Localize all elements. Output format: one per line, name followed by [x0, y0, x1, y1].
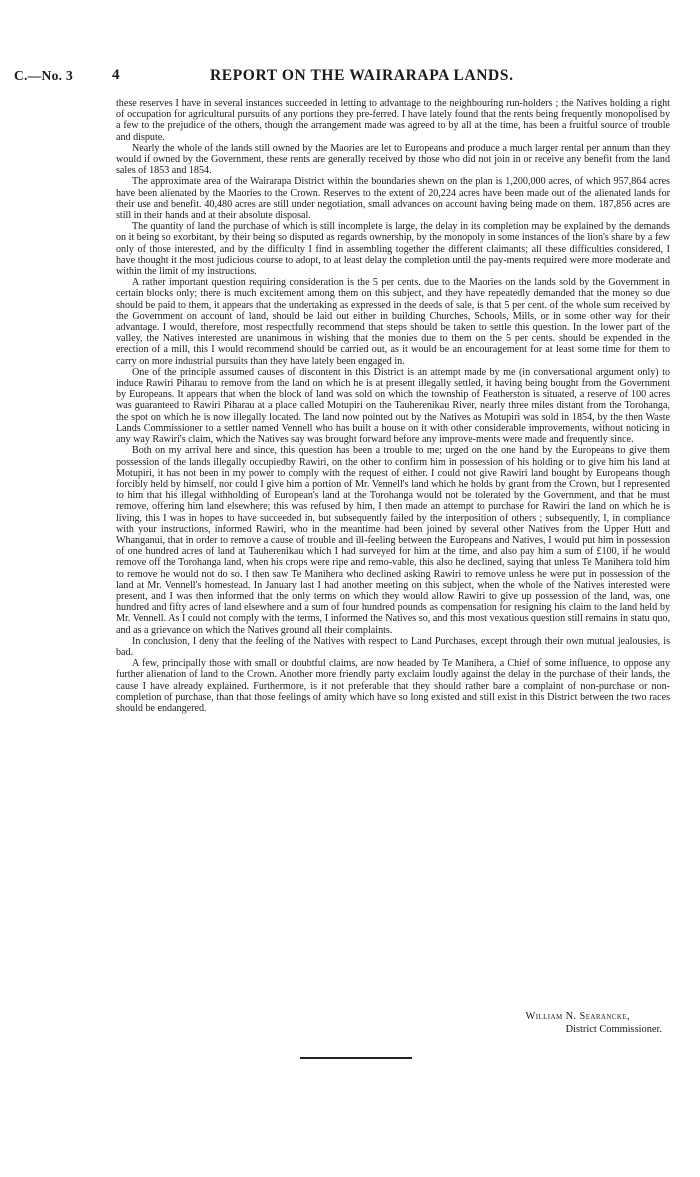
paragraph: Nearly the whole of the lands still owned by the Maories are let to Europeans and produce a much larger rental per annum than they would if owned by the Government, these rents are generally received by those who did not join in or receive any benefit from the land sales of 1853 and 1854. — [116, 142, 670, 177]
paragraph: A rather important question requiring consideration is the 5 per cents. due to the Maories on the lands sold by the Government in certain blocks only; there is much excitement among them on this subject, and they have repeatedly demanded that the money so due should be paid to them, it appears that the undertaking as expressed in the deeds of sale, is that 5 per cent. of the whole sum received by the Government on account of land, should be laid out either in building Churches, Schools, Mills, or in some other way for their advantage. I would, therefore, most respectfully recommend that steps should be taken to settle this question. In the lower part of the valley, the Natives interested are unanimous in wishing that the monies due to them on the 5 per cents. should be expended in the erection of a mill, this I would recommend should be carried out, as it would be an encouragement for at least some time for them to carry on more industrial pursuits than they have lately been engaged in. — [116, 277, 670, 367]
paragraph: Both on my arrival here and since, this question has been a trouble to me; urged on the one hand by the Europeans to give them possession of the lands illegally occupiedby Rawiri, on the other to confirm him in possession of his holding or to give him his land at Motupiri, it has not been in my power to comply with the request of either. I could not give Rawiri land bought by Europeans though forcibly held by himself, nor could I give him a portion of Mr. Vennell's land which he holds by grant from the Crown, but I represented to him that his illegal withholding of European's land at the Torohanga would not be tolerated by the Government, and that he must remove, offering him land elsewhere; this was refused by him, I then made an attempt to purchase for Rawiri the land on which he is living, this I was in hopes to have succeeded in, but subsequently failed by the interposition of others ; subsequently, I, in compliance with your instructions, informed Rawiri, who in the meantime had been joined by several other Natives from the Upper Hutt and Whanganui, that in order to remove a cause of trouble and ill-feeling between the Europeans and Natives, I would put him in possession of one hundred acres of land at Tauherenikau which I had surveyed for him at the time, and also pay him a sum of £100, if he would remove off the Torohanga land, when his crops were ripe and remo-vable, this also he declined, saying that unless Te Manihera told him to remove he would not do so. I then saw Te Manihera who declined asking Rawiri to remove unless he were put in possession of the land at Mr. Vennell's homestead. In January last I had another meeting on this subject, when the whole of the Natives interested were present, and I was then informed that the only terms on which they would allow Rawiri to give up possession of the land, was, one hundred and fifty acres of land elsewhere and a sum of four hundred pounds as compensation for resigning his claim to the land held by Mr. Vennell. As I could not comply with the terms, I informed the Natives so, and this most vexatious question still remains in statu quo, and as a grievance on which the Natives ground all their complaints. — [116, 445, 670, 636]
signature-block — [116, 1010, 670, 1036]
paragraph: One of the principle assumed causes of discontent in this District is an attempt made by me (in conversational argument only) to induce Rawiri Piharau to remove from the land on which he is at present illegally settled, it having being bought from the Government by Europeans. It appears that when the block of land was sold on which the township of Featherston is situated, a reserve of 100 acres was guaranteed to Rawiri Piharau at a place called Motupiri on the Tauherenikau River, nearly three miles distant from the Torohanga, the spot on which he is now illegally located. The land now pointed out by the Natives as Motupiri was sold in 1854, by the then Waste Lands Commissioner to a settler named Vennell who has built a house on it with other considerable improvements, without noticing in any way Rawiri's claim, which the Natives say was brought forward before any improve-ments were made and frequently since. — [116, 366, 670, 446]
page-title: REPORT ON THE WAIRARAPA LANDS. — [210, 67, 514, 84]
signatory-name: William N. Searancke, — [525, 1011, 630, 1022]
closing-rule — [300, 1057, 412, 1059]
paragraph: The approximate area of the Wairarapa District within the boundaries shewn on the plan is 1,200,000 acres, of which 957,864 acres have been alienated by the Maories to the Crown. Reserves to the extent of 20,224 acres have been made out of the alienated lands for their use and benefit. 40,480 acres are still under negotiation, small advances on account having being made on them. 187,856 acres are still in their hands and at their absolute disposal. — [116, 176, 670, 222]
paragraph: A few, principally those with small or doubtful claims, are now headed by Te Manihera, a Chief of some influence, to oppose any further alienation of land to the Crown. Another more friendly party exclaim loudly against the delay in the purchase of their lands, the cause I have already explained. Furthermore, is it not preferable that they should rather bare a complaint of non-purchase or non-completion of purchase, than that those feelings of amity which have so long existed and still exist in this District between the two races should be endangered. — [116, 658, 670, 714]
document-reference: C.—No. 3 — [14, 68, 74, 83]
paragraph: The quantity of land the purchase of which is still incomplete is large, the delay in its completion may be explained by the demands on it being so exorbitant, by their being so disputed as regards ownership, by the monopoly in some instances of the lion's share by a few only of those interested, and by the difficulty I find in assembling together the different claimants; all these difficulties considered, I have thought it the most judicious course to adopt, to at least delay the completion until the pay-ments required were more moderate and within the limit of my instructions. — [116, 221, 670, 278]
page-header — [0, 68, 700, 90]
signatory-title: District Commissioner. — [565, 1024, 662, 1035]
paragraph: In conclusion, I deny that the feeling of the Natives with respect to Land Purchases, except through their own mutual jealousies, is bad. — [116, 635, 670, 658]
page-number: 4 — [112, 67, 120, 83]
report-body — [116, 98, 670, 714]
paragraph: these reserves I have in several instances succeeded in letting to advantage to the neighbouring run-holders ; the Natives holding a right of occupation for agricultural pursuits of any portions they pre-ferred. I have lately found that the rents being frequently monopolised by a few to the prejudice of the others, though the arrangement made was agreed to by all at the time, has been a fruitful source of trouble and dispute. — [116, 98, 670, 143]
